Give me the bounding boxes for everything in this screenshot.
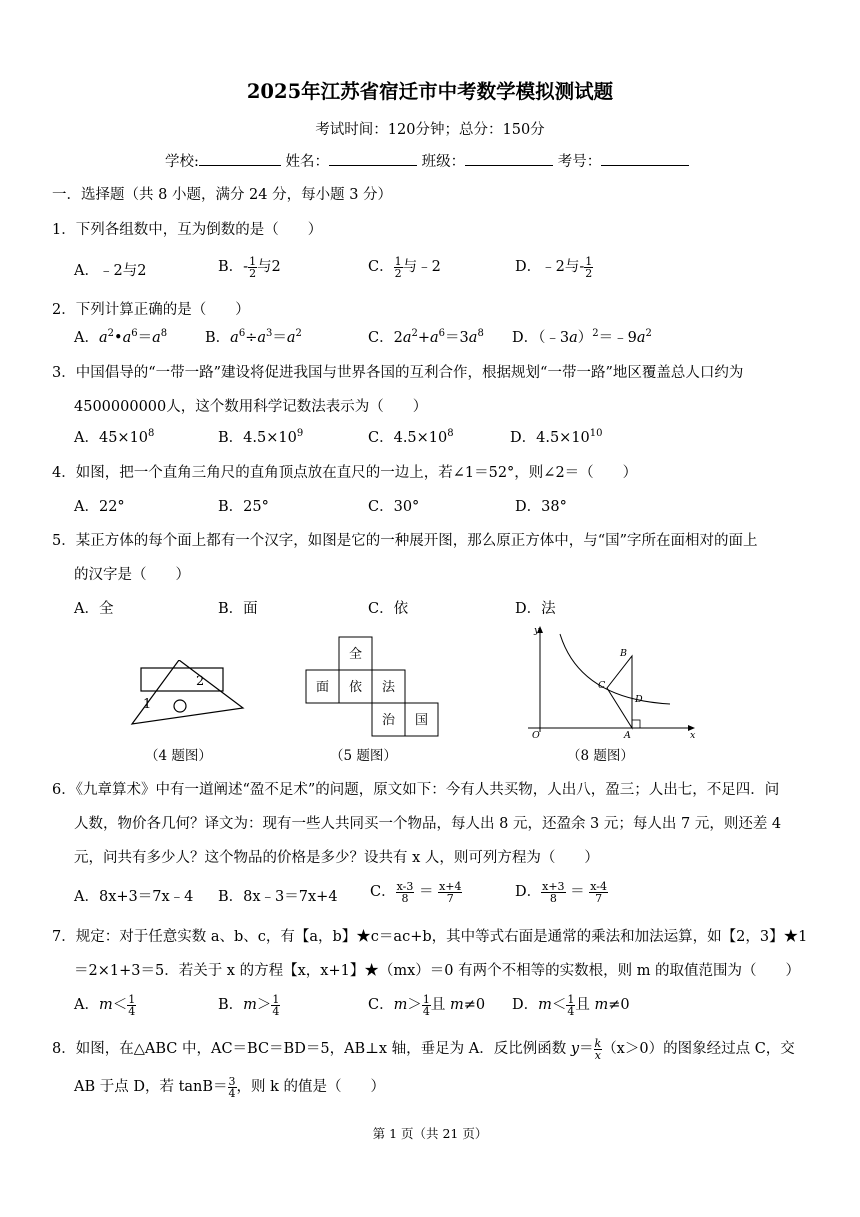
fraction: $\frac{3}{4}$ — [228, 1074, 236, 1100]
question-6-stem-line2: 人数，物价各几何？译文为：现有一些人共同买一个物品，每人出 8 元，还盈余 3 元；每人出 7 元，则还差 4 — [74, 816, 782, 832]
q3-option-d[interactable]: D．$4.5\times 10^{10}$ — [510, 428, 603, 446]
q4-option-c[interactable]: C．30° — [368, 499, 420, 515]
student-info-row — [165, 150, 689, 171]
question-5-stem-line2: 的汉字是（ ） — [74, 567, 190, 583]
figure-4-caption: （4 题图） — [145, 748, 212, 764]
q8-stem-line2-prefix: AB 于点 D，若 tanB＝ — [74, 1079, 228, 1095]
question-7-stem-line1: 7．规定：对于任意实数 a、b、c，有【a，b】★c＝ac+b，其中等式右面是通常的乘法和加法运算，如【2，3】★1 — [52, 929, 808, 945]
fraction: $\frac{x-4}{7}$ — [590, 879, 608, 905]
q3-option-b[interactable]: B．$4.5\times 10^9$ — [218, 428, 304, 446]
figure-5-caption: （5 题图） — [330, 748, 397, 764]
q1-d-prefix: D．﹣2与- — [515, 259, 585, 275]
figure-4-label-2: 2 — [196, 674, 205, 689]
q7-option-a[interactable]: A．m＜ $\frac{1}{4}$ — [74, 992, 136, 1018]
q5-option-b[interactable]: B．面 — [218, 601, 258, 617]
figure-8-point-b: B — [620, 648, 627, 659]
question-8-stem-line2 — [74, 1075, 385, 1099]
question-2-stem: 2．下列计算正确的是（ ） — [52, 302, 250, 318]
figure-8-x-label: x — [690, 730, 696, 740]
name-blank[interactable] — [329, 165, 417, 166]
fraction — [248, 256, 257, 279]
q2-option-b[interactable]: B．$a^6\div a^3=a^2$ — [205, 328, 302, 346]
q4-option-d[interactable]: D．38° — [515, 499, 567, 515]
figure-4-label-1: 1 — [143, 697, 152, 712]
figure-4-triangle-ruler — [130, 660, 255, 742]
q5-option-a[interactable]: A．全 — [74, 601, 114, 617]
question-6-stem-line1: 6．《九章算术》中有一道阐述“盈不足术”的问题，原文如下：今有人共买物，人出八，盈三；人出七，不足四．问 — [52, 782, 780, 798]
section-heading: 一．选择题（共 8 小题，满分 24 分，每小题 3 分） — [52, 187, 393, 203]
school-blank[interactable] — [199, 165, 281, 166]
question-5-stem-line1: 5．某正方体的每个面上都有一个汉字，如图是它的一种展开图，那么原正方体中，与“国”字所在面相对的面上 — [52, 533, 758, 549]
fraction — [394, 256, 403, 279]
q1-c-prefix: C． — [368, 259, 394, 275]
frac-num: 1 — [249, 254, 257, 268]
cube-face-mian: 面 — [315, 680, 330, 695]
figure-8-caption: （8 题图） — [567, 748, 634, 764]
q5-option-d[interactable]: D．法 — [515, 601, 556, 617]
cube-face-fa: 法 — [381, 680, 396, 695]
q1-option-b[interactable] — [218, 255, 281, 279]
q6-option-c[interactable]: C． $\frac{x-3}{8}$ ＝ $\frac{x+4}{7}$ — [370, 879, 462, 905]
q8-stem-part2: （x＞0）的图象经过点 C，交 — [602, 1041, 795, 1057]
q7-option-d[interactable]: D．m＜ $\frac{1}{4}$ 且 m≠0 — [512, 992, 630, 1018]
fraction: $\frac{x+4}{7}$ — [439, 879, 462, 905]
frac-den: 2 — [585, 266, 593, 280]
class-label: 班级： — [421, 154, 466, 170]
q1-option-c[interactable] — [368, 255, 441, 279]
figure-8-point-d: D — [635, 694, 643, 705]
q7-option-c[interactable]: C．m＞ $\frac{1}{4}$ 且 m≠0 — [368, 992, 486, 1018]
q4-option-b[interactable]: B．25° — [218, 499, 269, 515]
q6-option-a[interactable]: A．8x+3＝7x﹣4 — [74, 889, 194, 905]
q3-option-c[interactable]: C．$4.5\times 10^8$ — [368, 428, 454, 446]
number-blank[interactable] — [601, 165, 689, 166]
cube-face-zhi: 治 — [381, 713, 396, 728]
figure-5-cube-net — [305, 636, 445, 740]
class-blank[interactable] — [465, 165, 553, 166]
figure-8-inverse-function — [520, 624, 700, 740]
question-3-stem-line1: 3．中国倡导的“一带一路”建设将促进我国与世界各国的互利合作，根据规划“一带一路”地区覆盖总人口约为 — [52, 365, 744, 381]
q6-option-b[interactable]: B．8x﹣3＝7x+4 — [218, 889, 338, 905]
cube-face-guo: 国 — [414, 713, 429, 728]
q6-option-d[interactable]: D． $\frac{x+3}{8}$ ＝ $\frac{x-4}{7}$ — [515, 879, 608, 905]
page-title: 2025年江苏省宿迁市中考数学模拟测试题 — [246, 80, 614, 103]
frac-num: 1 — [585, 254, 593, 268]
fraction: $\frac{k}{x}$ — [594, 1036, 602, 1062]
fraction — [584, 256, 593, 279]
name-label: 姓名： — [285, 154, 329, 170]
frac-den: 2 — [394, 266, 402, 280]
q6-c-prefix: C． — [370, 884, 396, 900]
frac-num: 1 — [394, 254, 402, 268]
q1-c-suffix: 与﹣2 — [402, 259, 441, 275]
question-1-stem: 1．下列各组数中，互为倒数的是（ ） — [52, 222, 323, 238]
q5-option-c[interactable]: C．依 — [368, 601, 409, 617]
q2-option-c[interactable]: C．$2a^2+a^6=3a^8$ — [368, 328, 484, 346]
question-8-stem-line1: 8．如图，在△ABC 中，AC＝BC＝BD＝5，AB⊥x 轴，垂足为 A．反比例函数 y＝ $\frac{k}{x}$ （x＞0）的图象经过点 C，交 — [52, 1036, 795, 1062]
q2-option-a[interactable]: A．$a^2•a^6=a^8$ — [74, 328, 168, 346]
figure-8-y-label: y — [534, 625, 540, 636]
page-number: 第 1 页（共 21 页） — [372, 1126, 488, 1141]
q4-option-a[interactable]: A．22° — [74, 499, 125, 515]
figure-8-point-a: A — [624, 730, 631, 740]
frac-den: 2 — [249, 266, 257, 280]
q1-b-suffix: 与2 — [257, 259, 281, 275]
cube-face-quan: 全 — [348, 647, 363, 662]
cube-face-yi: 依 — [348, 680, 363, 695]
q1-option-d[interactable] — [515, 255, 593, 279]
q8-stem-line2-tail: ，则 k 的值是（ ） — [236, 1079, 386, 1095]
q8-stem-part1: 8．如图，在△ABC 中，AC＝BC＝BD＝5，AB⊥x 轴，垂足为 A．反比例函数 — [52, 1041, 567, 1057]
question-7-stem-line2: ＝2×1+3＝5．若关于 x 的方程【x，x+1】★（mx）＝0 有两个不相等的实数根，则 m 的取值范围为（ ） — [74, 963, 801, 979]
number-label: 考号： — [557, 154, 602, 170]
question-6-stem-line3: 元，问共有多少人？这个物品的价格是多少？设共有 x 人，则可列方程为（ ） — [74, 850, 599, 866]
figure-8-origin-label: O — [532, 730, 540, 740]
figure-8-point-c: C — [598, 680, 606, 691]
q1-option-a[interactable]: A．﹣2与2 — [74, 263, 147, 279]
school-label: 学校: — [165, 154, 199, 170]
q7-option-b[interactable]: B．m＞ $\frac{1}{4}$ — [218, 992, 280, 1018]
fraction: $\frac{x+3}{8}$ — [542, 879, 565, 905]
fraction: $\frac{x-3}{8}$ — [396, 879, 414, 905]
exam-info: 考试时间：120分钟；总分：150分 — [315, 122, 545, 138]
q1-b-prefix: B．- — [218, 259, 249, 275]
question-3-stem-line2: 4500000000人，这个数用科学记数法表示为（ ） — [74, 399, 428, 415]
question-4-stem: 4．如图，把一个直角三角尺的直角顶点放在直尺的一边上，若∠1＝52°，则∠2＝（ ） — [52, 465, 638, 481]
q3-option-a[interactable]: A．$45\times 10^8$ — [74, 428, 155, 446]
q2-option-d[interactable]: D．$(﹣3a)^2=﹣9a^2$ — [512, 328, 652, 346]
q6-d-prefix: D． — [515, 884, 542, 900]
